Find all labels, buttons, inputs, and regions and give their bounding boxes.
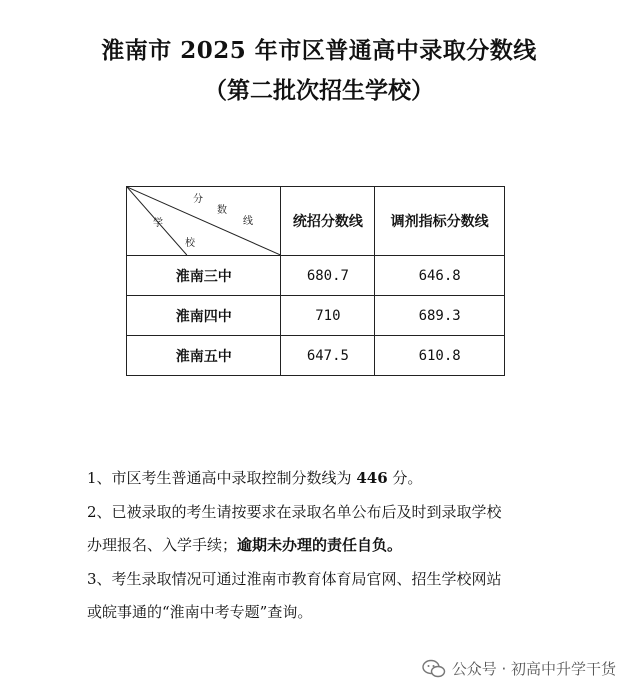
school-name: 淮南四中 [127,296,281,336]
tiaoji-score: 610.8 [375,336,505,376]
tongzhao-score: 710 [281,296,375,336]
wechat-icon [422,659,446,679]
notes-section [87,462,567,630]
corner-label-xian: 线 [243,216,253,227]
note-1-prefix: 1、市区考生普通高中录取控制分数线为 [87,469,357,487]
note-2-line-2 [87,529,567,563]
corner-label-fen: 分 [193,194,203,205]
school-name: 淮南五中 [127,336,281,376]
header-tongzhao: 统招分数线 [281,187,375,256]
note-2-warning: 逾期未办理的责任自负。 [237,536,403,554]
watermark [422,658,616,679]
page-subtitle: （第二批次招生学校） [204,77,434,104]
control-score-value: 446 [356,469,388,487]
table-row [127,256,505,296]
corner-label-shu: 数 [217,205,227,216]
table-row [127,336,505,376]
corner-label-xue: 学 [153,218,163,229]
table-header-row [127,187,505,256]
corner-label-xiao: 校 [185,238,195,249]
tiaoji-score: 689.3 [375,296,505,336]
page-title: 淮南市 2025 年市区普通高中录取分数线 [101,37,537,64]
note-1-suffix: 分。 [387,469,423,487]
note-3-line-2: 或皖事通的“淮南中考专题”查询。 [87,603,313,621]
tiaoji-score: 646.8 [375,256,505,296]
score-table [126,186,505,376]
note-2-prefix: 办理报名、入学手续； [87,536,238,554]
note-3-line-1: 3、考生录取情况可通过淮南市教育体育局官网、招生学校网站 [87,569,502,588]
note-2-line-1: 2、已被录取的考生请按要求在录取名单公布后及时到录取学校 [87,502,502,521]
diagonal-lines [127,187,280,255]
header-tiaoji: 调剂指标分数线 [375,187,505,256]
table-row [127,296,505,336]
note-1 [87,462,567,496]
school-name: 淮南三中 [127,256,281,296]
watermark-text: 公众号 · 初高中升学干货 [451,660,616,678]
tongzhao-score: 647.5 [281,336,375,376]
diagonal-header-cell [127,187,281,256]
tongzhao-score: 680.7 [281,256,375,296]
